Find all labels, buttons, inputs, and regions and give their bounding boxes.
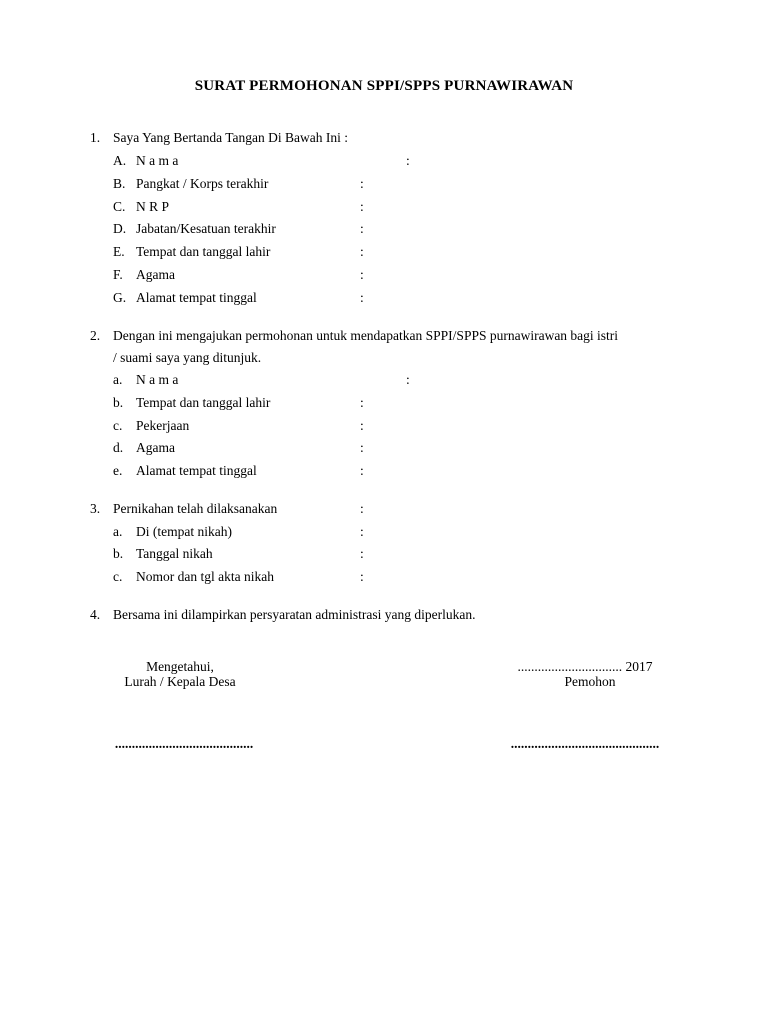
field-letter: e. (113, 463, 123, 478)
field-letter: b. (113, 395, 124, 410)
field-letter: E. (113, 244, 125, 259)
field-letter: a. (113, 524, 123, 539)
field-letter: D. (113, 221, 127, 236)
field-letter: A. (113, 153, 127, 168)
field-colon: : (360, 267, 364, 282)
field-colon: : (360, 546, 364, 561)
field-label-jabatan: Jabatan/Kesatuan terakhir (136, 221, 276, 236)
section-4-number: 4. (90, 607, 101, 622)
field-label-tempat-nikah: Di (tempat nikah) (136, 524, 232, 539)
field-colon: : (360, 463, 364, 478)
field-colon: : (406, 372, 410, 387)
signature-right-role: Pemohon (564, 674, 616, 689)
signature-right-date: ............................... 2017 (517, 659, 653, 674)
field-colon: : (406, 153, 410, 168)
field-label-nama: N a m a (136, 153, 179, 168)
field-letter: C. (113, 199, 126, 214)
field-label-agama: Agama (136, 267, 175, 282)
field-letter: a. (113, 372, 123, 387)
field-colon: : (360, 290, 364, 305)
section-4-text: Bersama ini dilampirkan persyaratan administrasi yang diperlukan. (113, 607, 476, 622)
field-colon: : (360, 395, 364, 410)
field-letter: B. (113, 176, 126, 191)
field-label-alamat: Alamat tempat tinggal (136, 290, 257, 305)
field-colon: : (360, 569, 364, 584)
signature-left-caption: Mengetahui, (146, 659, 214, 674)
field-label-pangkat: Pangkat / Korps terakhir (136, 176, 269, 191)
field-label-agama: Agama (136, 440, 175, 455)
signature-left-line: ......................................... (114, 736, 254, 751)
field-label-tanggal-nikah: Tanggal nikah (136, 546, 213, 561)
field-colon: : (360, 176, 364, 191)
field-colon: : (360, 244, 364, 259)
section-3-number: 3. (90, 501, 101, 516)
section-1-heading: Saya Yang Bertanda Tangan Di Bawah Ini : (113, 130, 349, 145)
field-label-nrp: N R P (136, 199, 170, 214)
document-title: SURAT PERMOHONAN SPPI/SPPS PURNAWIRAWAN (194, 78, 574, 94)
field-colon: : (360, 524, 364, 539)
section-2-heading-line2: / suami saya yang ditunjuk. (113, 350, 262, 365)
field-letter: d. (113, 440, 124, 455)
signature-right-line: ............................................ (510, 736, 660, 751)
field-letter: c. (113, 569, 123, 584)
field-colon: : (360, 221, 364, 236)
section-1-number: 1. (90, 130, 101, 145)
field-colon: : (360, 418, 364, 433)
field-letter: b. (113, 546, 124, 561)
field-label-akta-nikah: Nomor dan tgl akta nikah (136, 569, 274, 584)
field-letter: G. (113, 290, 127, 305)
section-3-heading: Pernikahan telah dilaksanakan (113, 501, 278, 516)
section-2-number: 2. (90, 328, 101, 343)
field-label-nama: N a m a (136, 372, 179, 387)
field-label-alamat: Alamat tempat tinggal (136, 463, 257, 478)
field-letter: c. (113, 418, 123, 433)
field-colon: : (360, 199, 364, 214)
field-colon: : (360, 440, 364, 455)
field-label-tempat-tanggal-lahir: Tempat dan tanggal lahir (136, 395, 271, 410)
field-colon: : (360, 501, 364, 516)
signature-left-role: Lurah / Kepala Desa (124, 674, 236, 689)
field-letter: F. (113, 267, 123, 282)
field-label-tempat-tanggal-lahir: Tempat dan tanggal lahir (136, 244, 271, 259)
field-label-pekerjaan: Pekerjaan (136, 418, 190, 433)
section-2-heading-line1: Dengan ini mengajukan permohonan untuk mendapatkan SPPI/SPPS purnawirawan bagi istri (113, 328, 619, 343)
